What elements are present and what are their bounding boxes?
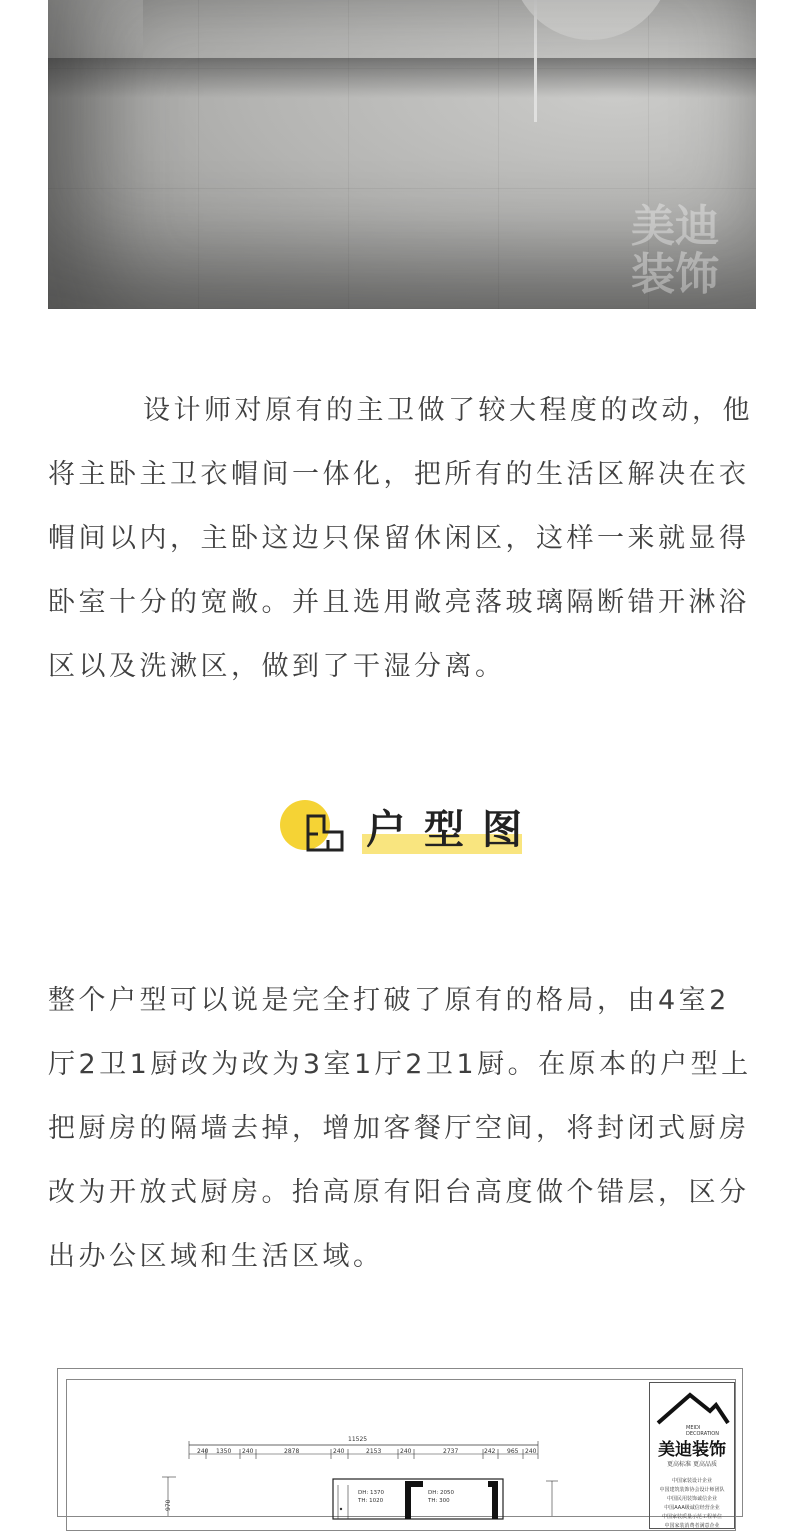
- floor-plan-labels: [58, 1369, 658, 1516]
- bathroom-photo: [48, 0, 756, 309]
- paragraph-layout-description: 整个户型可以说是完全打破了原有的格局，由4室2厅2卫1厨改为改为3室1厅2卫1厨。在原本的户型上把厨房的隔墙去掉，增加客餐厅空间，将封闭式厨房改为开放式厨房。抬高原有阳台高度做个错层，区分出办公区域和生活区域。: [48, 985, 752, 1272]
- room2-th: TH: 300: [428, 1498, 450, 1504]
- dim-7: 240: [400, 1448, 412, 1455]
- dim-8: 2737: [443, 1448, 459, 1455]
- floor-plan-drawing: [57, 1368, 743, 1529]
- dim-side: 970: [165, 1499, 172, 1511]
- logo-note: 中国建筑装饰协会设计师团队: [659, 1487, 725, 1493]
- paragraph-bathroom-description: 设计师对原有的主卫做了较大程度的改动，他将主卧主卫衣帽间一体化，把所有的生活区解决在衣帽间以内，主卧这边只保留休闲区，这样一来就显得卧室十分的宽敞。并且选用敞亮落玻璃隔断错开淋浴区以及洗漱区，做到了干湿分离。: [48, 395, 753, 682]
- photo-watermark: [615, 203, 735, 299]
- dim-2: 1350: [216, 1448, 232, 1455]
- section-title: 户型图: [366, 806, 540, 853]
- logo-note: 中国民用装饰诚信企业: [666, 1496, 717, 1502]
- dim-3: 240: [242, 1448, 254, 1455]
- logo-brand: 美迪装饰: [658, 1440, 726, 1460]
- room1-th: TH: 1020: [358, 1498, 384, 1504]
- dim-4: 2878: [284, 1448, 300, 1455]
- room1-dh: DH: 1370: [358, 1490, 384, 1496]
- company-logo-panel: [649, 1382, 735, 1529]
- dim-11: 240: [525, 1448, 537, 1455]
- watermark-line1: 美迪: [631, 201, 719, 252]
- dim-6: 2153: [366, 1448, 382, 1455]
- room2-dh: DH: 2050: [428, 1490, 454, 1496]
- logo-notes: [656, 1477, 728, 1531]
- logo-note: 中国家装设计企业: [671, 1478, 712, 1484]
- logo-brand-english: MEIDI DECORATION: [686, 1425, 719, 1437]
- section-heading-floorplan: [280, 796, 540, 866]
- dim-1: 240: [197, 1448, 209, 1455]
- dim-5: 240: [333, 1448, 345, 1455]
- logo-note: 中国家装消费者满意企业: [664, 1523, 720, 1529]
- floor-plan-icon: [306, 814, 344, 852]
- logo-note: 中国AAA级诚信经营企业: [664, 1505, 720, 1511]
- logo-slogan: 更高标准 更高品质: [667, 1461, 717, 1468]
- dim-10: 965: [507, 1448, 519, 1455]
- roof-logo-icon: [650, 1389, 734, 1429]
- dim-total: 11525: [348, 1436, 368, 1443]
- dim-9: 242: [484, 1448, 496, 1455]
- logo-note: 中国家装质量示范工程单位: [661, 1514, 722, 1520]
- watermark-line2: 装饰: [631, 249, 719, 300]
